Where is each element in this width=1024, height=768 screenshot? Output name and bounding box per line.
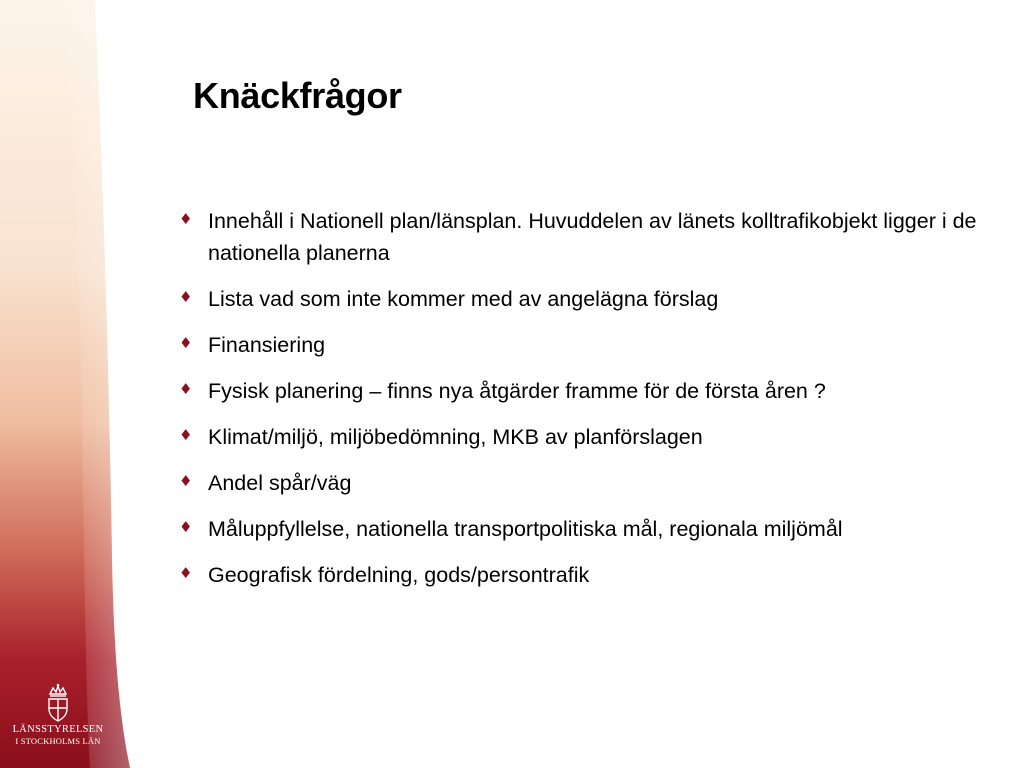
diamond-bullet-icon: ♦ (179, 334, 193, 352)
diamond-bullet-icon: ♦ (179, 518, 193, 536)
lansstyrelsen-logo (4, 682, 112, 747)
diamond-bullet-icon: ♦ (179, 426, 193, 444)
diamond-bullet-icon: ♦ (179, 472, 193, 490)
bullet-text: Klimat/miljö, miljöbedömning, MKB av planförslagen (208, 425, 703, 449)
logo-text-line1: LÄNSSTYRELSEN (12, 724, 104, 735)
bullet-item (176, 559, 996, 591)
bullet-item (176, 375, 996, 407)
diamond-bullet-icon: ♦ (179, 288, 193, 306)
diamond-bullet-icon: ♦ (179, 210, 193, 228)
bullet-text: Måluppfyllelse, nationella transportpolitiska mål, regionala miljömål (208, 517, 843, 541)
bullet-text: Finansiering (208, 333, 326, 357)
bullet-text: Geografisk fördelning, gods/persontrafik (208, 563, 590, 587)
bullet-item (176, 421, 996, 453)
diamond-bullet-icon: ♦ (179, 564, 193, 582)
decorative-side-band (0, 0, 140, 768)
bullet-item (176, 283, 996, 315)
bullet-text: Fysisk planering – finns nya åtgärder framme för de första åren ? (208, 379, 826, 403)
logo-text-line2: I STOCKHOLMS LÄN (15, 736, 101, 746)
bullet-text: Innehåll i Nationell plan/länsplan. Huvuddelen av länets kolltrafikobjekt ligger i de nationella planerna (208, 209, 977, 265)
bullet-list (176, 205, 996, 605)
bullet-text: Lista vad som inte kommer med av angelägna förslag (208, 287, 719, 311)
bullet-item (176, 513, 996, 545)
bullet-item (176, 205, 996, 269)
bullet-text: Andel spår/väg (208, 471, 352, 495)
diamond-bullet-icon: ♦ (179, 380, 193, 398)
slide-title: Knäckfrågor (193, 75, 402, 116)
bullet-item (176, 329, 996, 361)
bullet-item (176, 467, 996, 499)
crown-shield-icon (44, 682, 72, 722)
